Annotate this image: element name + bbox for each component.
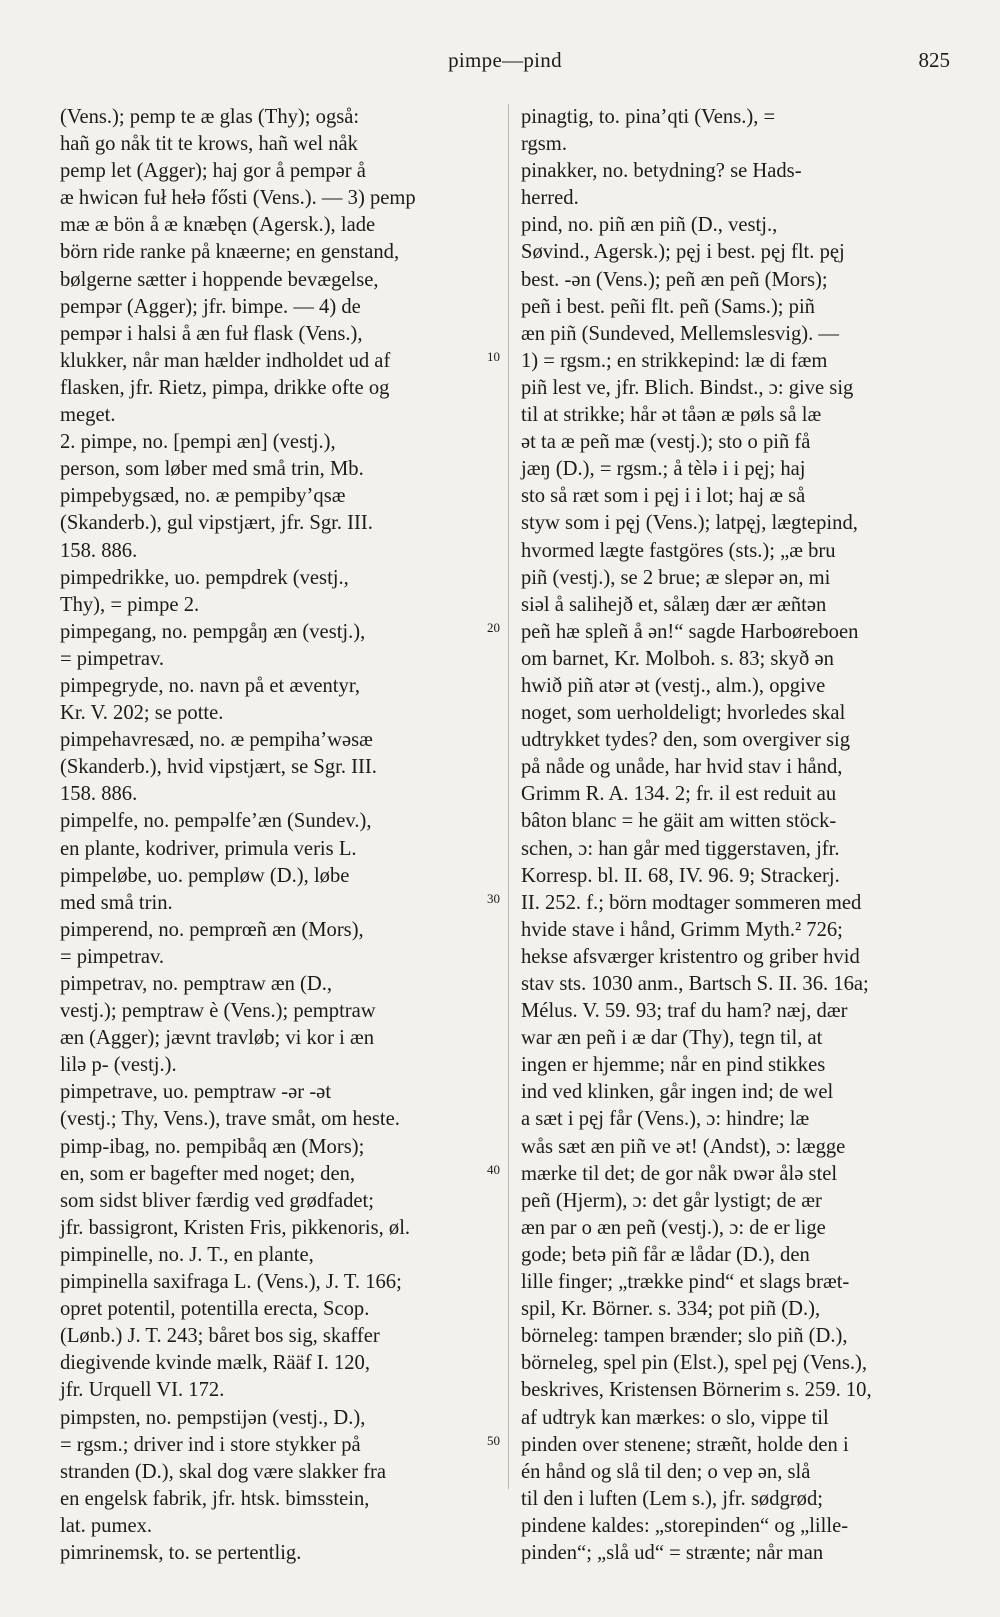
text-line: ind ved klinken, går ingen ind; de wel	[521, 1081, 834, 1104]
text-line: 1) = rgsm.; en strikkepind: læ di fæm	[521, 349, 828, 372]
text-line: (Skanderb.), gul vipstjært, jfr. Sgr. III.	[60, 512, 373, 535]
text-line: lille finger; „trække pind“ et slags bræt-	[521, 1271, 850, 1294]
text-line: ət ta æ peñ mæ (vestj.); sto o piñ få	[521, 431, 811, 454]
text-line: mæ æ bön å æ knæbęn (Agersk.), lade	[60, 214, 376, 237]
text-line: pimpetrave, uo. pemptraw -ər -ət	[60, 1081, 332, 1104]
text-line: jfr. Urquell VI. 172.	[60, 1379, 225, 1402]
text-line: stav sts. 1030 anm., Bartsch S. II. 36. 16a;	[521, 973, 869, 995]
text-line: pimp-ibag, no. pempibåq æn (Mors);	[60, 1135, 365, 1158]
text-line: pempər (Agger); jfr. bimpe. — 4) de	[60, 295, 361, 318]
text-line: æn (Agger); jævnt travløb; vi kor i æn	[60, 1027, 375, 1050]
text-line: udtrykket tydes? den, som overgiver sig	[521, 729, 851, 752]
text-line: flasken, jfr. Rietz, pimpa, drikke ofte og	[60, 376, 390, 399]
text-line: jfr. bassigront, Kristen Fris, pikkenoris, øl.	[60, 1216, 411, 1239]
text-line: (Vens.); pemp te æ glas (Thy); også:	[60, 106, 360, 128]
text-line: gode; betə piñ får æ lådar (D.), den	[521, 1243, 810, 1266]
page-number: 825	[918, 48, 950, 72]
text-line: II. 252. f.; börn modtager sommeren med	[521, 891, 862, 914]
text-line: war æn peñ i æ dar (Thy), tegn til, at	[521, 1027, 823, 1050]
text-line: opret potentil, potentilla erecta, Scop.	[60, 1298, 370, 1321]
text-line: pemp let (Agger); haj gor å pempər å	[60, 160, 366, 183]
text-line: best. -ən (Vens.); peñ æn peñ (Mors);	[521, 268, 828, 291]
text-line: Søvind., Agersk.); pęj i best. pęj flt. pęj	[521, 241, 845, 264]
text-line: pimpehavresæd, no. æ pempihaʼwəsæ	[60, 729, 373, 752]
text-line: 2. pimpe, no. [pempi æn] (vestj.),	[60, 431, 336, 454]
text-line: vestj.); pemptraw è (Vens.); pemptraw	[60, 1000, 376, 1023]
text-line: pinden“; „slå ud“ = strænte; når man	[521, 1541, 824, 1564]
text-line: hvide stave i hånd, Grimm Myth.² 726;	[521, 918, 843, 941]
line-number: 50	[487, 1433, 500, 1448]
text-line: med små trin.	[60, 891, 173, 914]
text-line: person, som løber med små trin, Mb.	[60, 458, 364, 481]
text-line: af udtryk kan mærkes: o slo, vippe til	[521, 1406, 829, 1429]
text-line: en plante, kodriver, primula veris L.	[60, 837, 357, 860]
text-line: æ hwicən fuł hełə fősti (Vens.). — 3) pemp	[60, 187, 416, 210]
line-number: 10	[487, 349, 500, 364]
text-line: piñ (vestj.), se 2 brue; æ slepər ən, mi	[521, 566, 831, 589]
text-line: pimpinelle, no. J. T., en plante,	[60, 1243, 314, 1266]
text-line: pimpeløbe, uo. pempløw (D.), løbe	[60, 864, 350, 887]
text-line: én hånd og slå til den; o vep ən, slå	[521, 1460, 811, 1483]
text-line: meget.	[60, 404, 116, 427]
text-line: Mélus. V. 59. 93; traf du ham? næj, dær	[521, 1000, 848, 1023]
text-line: wås sæt æn piñ ve ət! (Andst), ɔ: lægge	[521, 1135, 846, 1158]
text-line: noget, som uerholdeligt; hvorledes skal	[521, 702, 846, 725]
text-line: lilə p- (vestj.).	[60, 1054, 177, 1077]
text-line: klukker, når man hælder indholdet ud af	[60, 349, 391, 372]
text-line: siəl å salihejð et, sålæŋ dær ær æñtən	[521, 593, 827, 616]
right-column	[521, 104, 963, 1567]
text-line: om barnet, Kr. Molboh. s. 83; skyð ən	[521, 647, 834, 670]
text-line: = pimpetrav.	[60, 647, 165, 670]
text-line: en, som er bagefter med noget; den,	[60, 1162, 356, 1185]
text-line: hekse afsværger kristentro og griber hvid	[521, 945, 860, 968]
text-line: börneleg, spel pin (Elst.), spel pęj (Vens.),	[521, 1352, 868, 1375]
text-line: hañ go nåk tit te krows, hañ wel nåk	[60, 133, 358, 156]
text-line: peñ hæ spleñ å ən!“ sagde Harboøreboen	[521, 620, 859, 643]
text-line: peñ (Hjerm), ɔ: det går lystigt; de ær	[521, 1189, 822, 1212]
text-line: på nåde og unåde, har hvid stav i hånd,	[521, 756, 843, 779]
text-line: pindene kaldes: „storepinden“ og „lille-	[521, 1514, 849, 1537]
column-divider	[508, 104, 509, 1489]
text-line: 158. 886.	[60, 783, 138, 806]
text-line: pinakker, no. betydning? se Hads-	[521, 160, 802, 183]
text-line: styw som i pęj (Vens.); latpęj, lægtepind,	[521, 512, 858, 535]
text-line: diegivende kvinde mælk, Rääf I. 120,	[60, 1352, 370, 1375]
text-line: hvormed lægte fastgöres (sts.); „æ bru	[521, 539, 836, 562]
text-line: bâton blanc = he gäit am witten stöck-	[521, 810, 837, 833]
text-line: til at strikke; hår ət tåən æ pøls så læ	[521, 404, 822, 427]
text-line: pimrinemsk, to. se pertentlig.	[60, 1541, 302, 1564]
text-line: pimpetrav, no. pemptraw æn (D.,	[60, 973, 333, 995]
text-line: pimpegang, no. pempgåŋ æn (vestj.),	[60, 620, 366, 643]
text-line: mærke til det; de gor nåk ɒwər ålə stel	[521, 1162, 838, 1185]
text-line: peñ i best. peñi flt. peñ (Sams.); piñ	[521, 295, 815, 318]
text-line: æn piñ (Sundeved, Mellemslesvig). —	[521, 322, 840, 345]
text-line: pimpsten, no. pempstijən (vestj., D.),	[60, 1406, 366, 1429]
text-line: spil, Kr. Börner. s. 334; pot piñ (D.),	[521, 1298, 821, 1321]
text-line: som sidst bliver færdig ved grødfadet;	[60, 1189, 375, 1212]
text-line: æn par o æn peñ (vestj.), ɔ: de er lige	[521, 1216, 826, 1239]
text-line: = rgsm.; driver ind i store stykker på	[60, 1433, 361, 1456]
text-line: jæŋ (D.), = rgsm.; å tèlə i i pęj; haj	[521, 458, 806, 481]
text-line: pind, no. piñ æn piñ (D., vestj.,	[521, 214, 778, 237]
text-line: = pimpetrav.	[60, 945, 165, 968]
text-line: rgsm.	[521, 133, 567, 156]
line-number: 40	[487, 1162, 500, 1177]
text-line: a sæt i pęj får (Vens.), ɔ: hindre; læ	[521, 1108, 810, 1131]
text-line: lat. pumex.	[60, 1514, 153, 1537]
text-line: pimpegryde, no. navn på et æventyr,	[60, 674, 360, 697]
text-line: ingen er hjemme; når en pind stikkes	[521, 1054, 826, 1077]
text-line: pinden over stenene; stræñt, holde den i	[521, 1433, 849, 1456]
text-line: schen, ɔ: han går med tiggerstaven, jfr.	[521, 837, 840, 860]
line-number: 30	[487, 891, 500, 906]
running-head: pimpe—pind	[448, 48, 562, 72]
text-line: herred.	[521, 187, 579, 210]
text-line: Thy), = pimpe 2.	[60, 593, 200, 616]
left-column	[60, 104, 502, 1567]
text-line: 158. 886.	[60, 539, 138, 562]
text-line: pempər i halsi å æn fuł flask (Vens.),	[60, 322, 363, 345]
text-line: börneleg: tampen brænder; slo piñ (D.),	[521, 1325, 848, 1348]
text-line: stranden (D.), skal dog være slakker fra	[60, 1460, 386, 1483]
text-line: pinagtig, to. pinaʼqti (Vens.), =	[521, 106, 776, 128]
text-line: pimpedrikke, uo. pempdrek (vestj.,	[60, 566, 349, 589]
text-line: piñ lest ve, jfr. Blich. Bindst., ɔ: give sig	[521, 376, 854, 399]
text-line: Kr. V. 202; se potte.	[60, 702, 224, 725]
text-line: beskrives, Kristensen Börnerim s. 259. 10,	[521, 1379, 872, 1402]
text-line: pimpelfe, no. pempəlfeʼæn (Sundev.),	[60, 810, 372, 833]
text-line: til den i luften (Lem s.), jfr. sødgrød;	[521, 1487, 823, 1510]
text-line: bølgerne sætter i hoppende bevægelse,	[60, 268, 379, 291]
text-line: sto så ræt som i pęj i i lot; haj æ så	[521, 485, 806, 508]
text-line: Korresp. bl. II. 68, IV. 96. 9; Strackerj.	[521, 864, 840, 887]
text-line: pimpebygsæd, no. æ pempibyʼqsæ	[60, 485, 346, 508]
page-header	[60, 48, 950, 78]
text-line: en engelsk fabrik, jfr. htsk. bimsstein,	[60, 1487, 370, 1510]
text-line: (Skanderb.), hvid vipstjært, se Sgr. III.	[60, 756, 377, 779]
text-line: (vestj.; Thy, Vens.), trave småt, om heste.	[60, 1108, 400, 1131]
text-line: pimpinella saxifraga L. (Vens.), J. T. 166;	[60, 1271, 402, 1294]
text-line: hwið piñ atər ət (vestj., alm.), opgive	[521, 674, 826, 697]
text-line: Grimm R. A. 134. 2; fr. il est reduit au	[521, 783, 837, 806]
text-line: börn ride ranke på knæerne; en genstand,	[60, 241, 400, 264]
text-line: pimperend, no. pemprœñ æn (Mors),	[60, 918, 364, 941]
text-line: (Lønb.) J. T. 243; båret bos sig, skaffer	[60, 1325, 380, 1348]
line-number: 20	[487, 620, 500, 635]
